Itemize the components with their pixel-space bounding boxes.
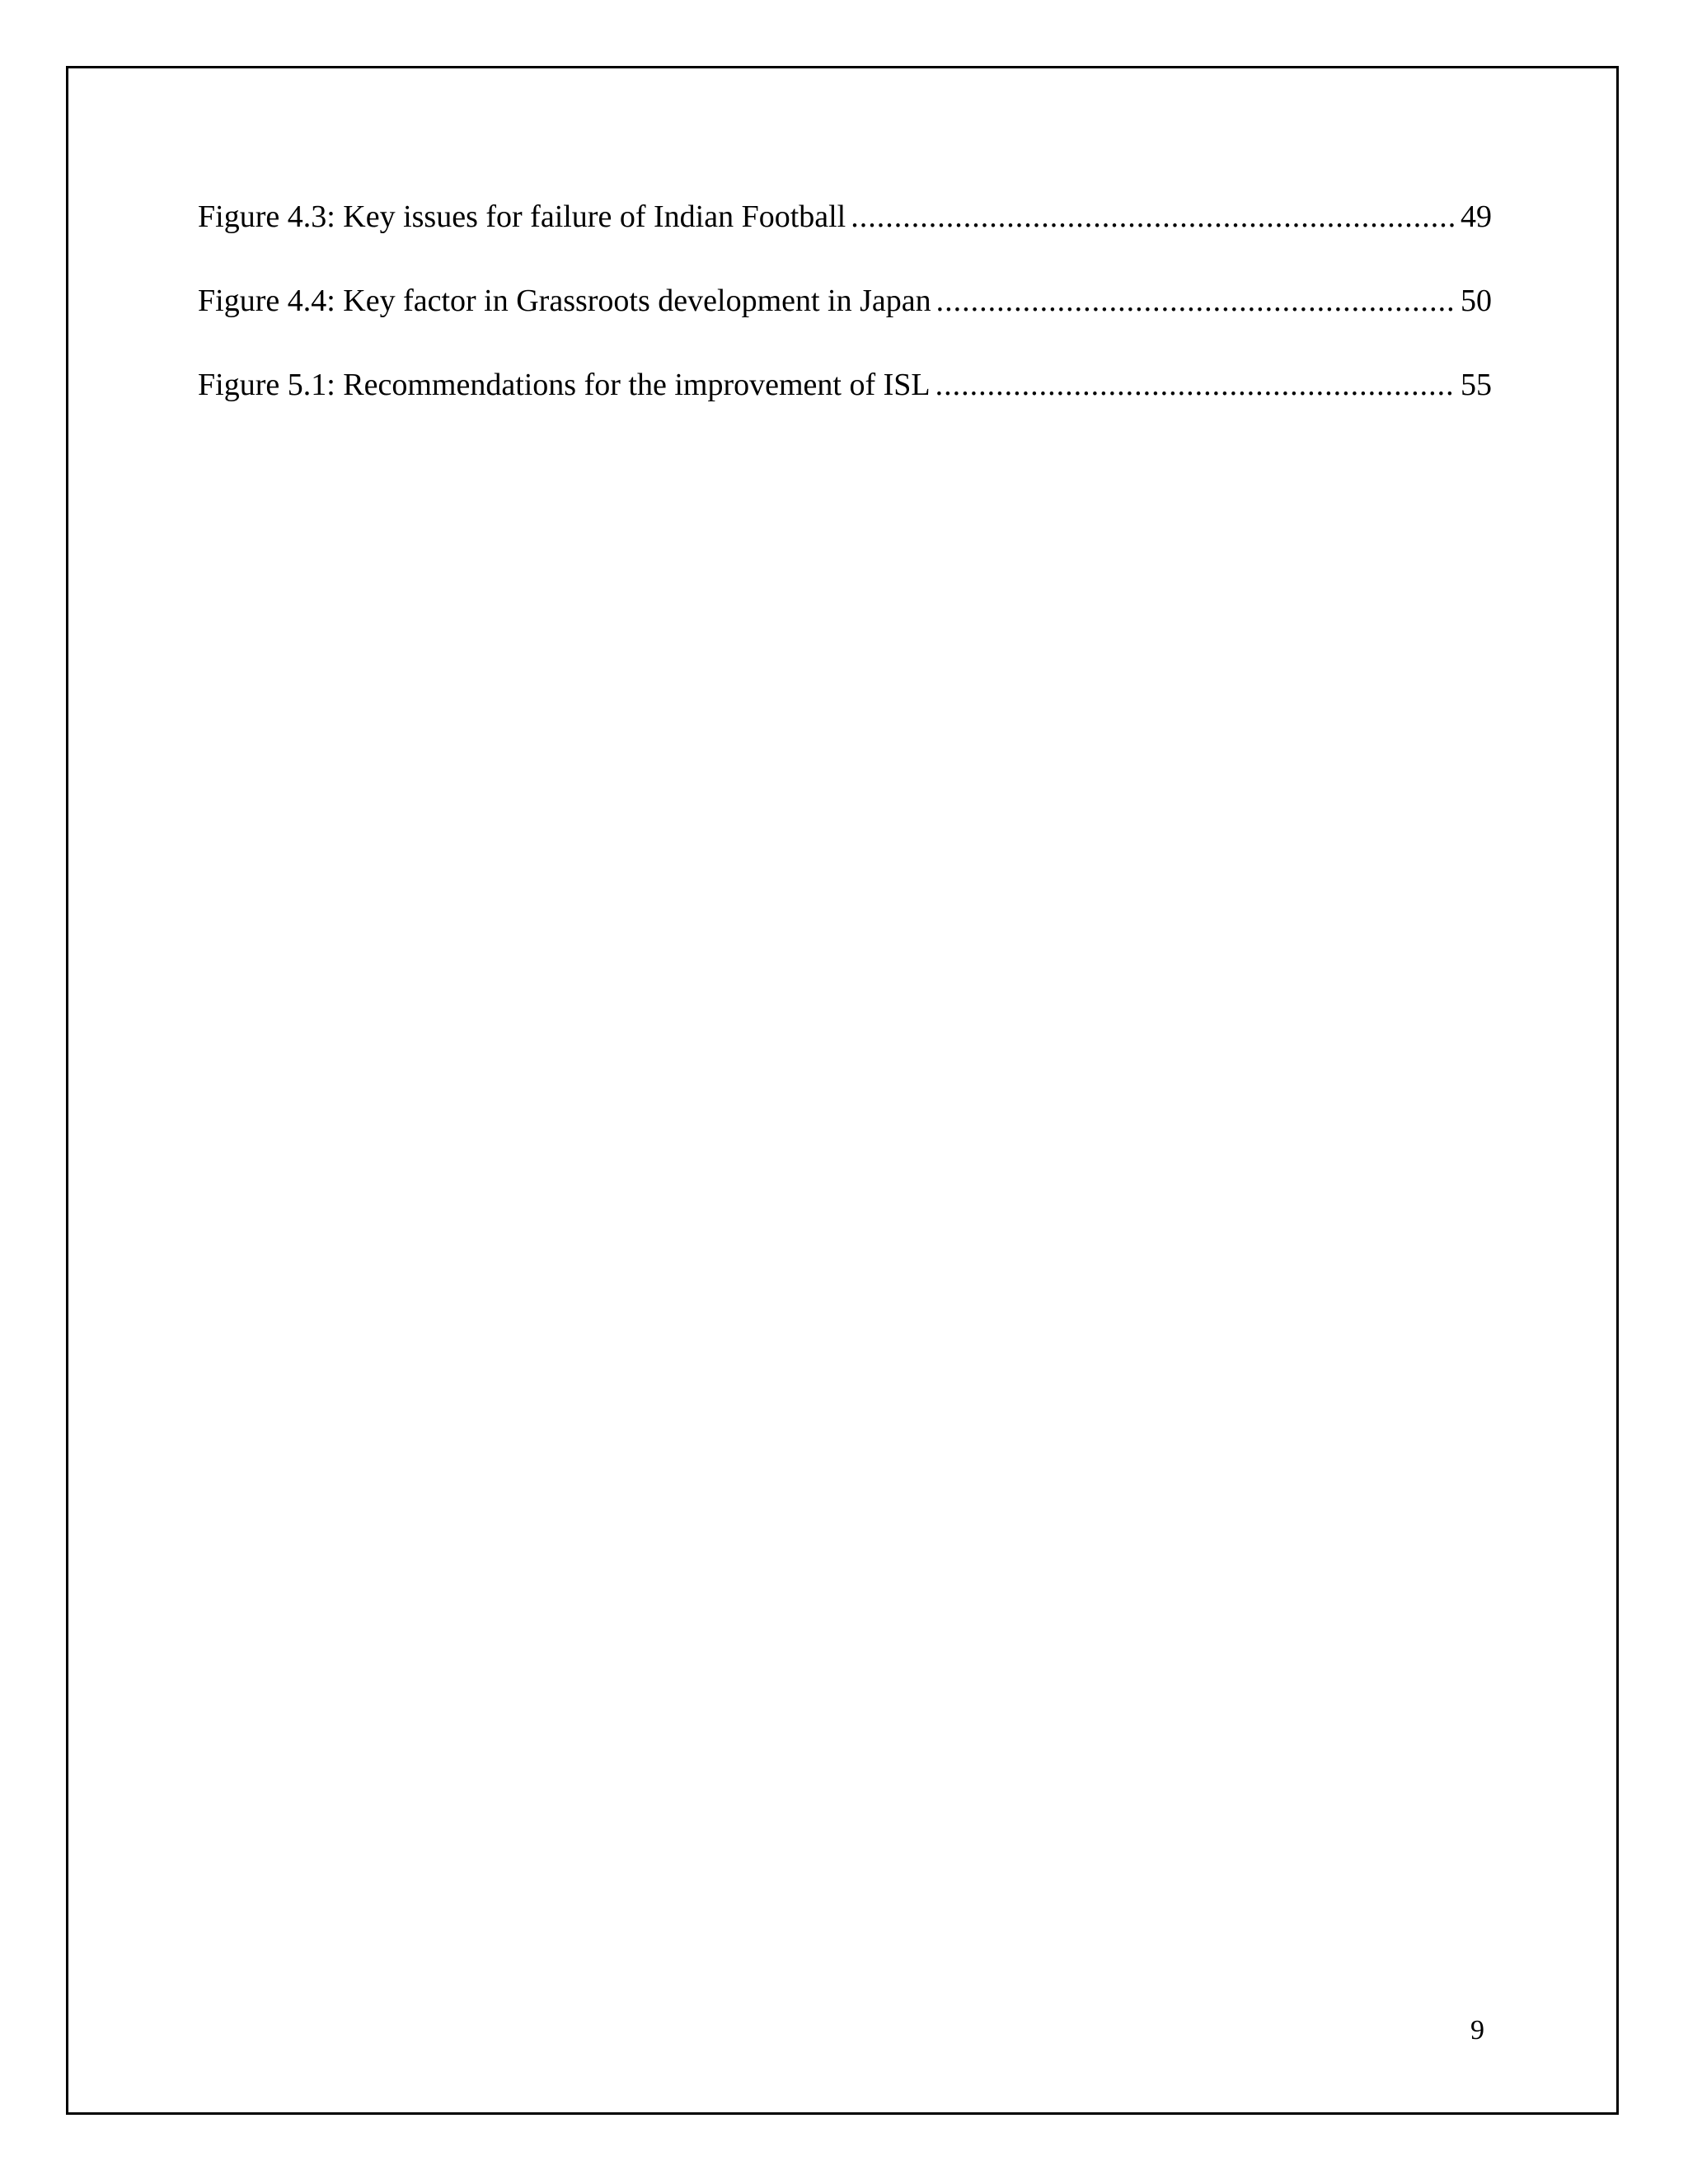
toc-entry-title: Figure 5.1: Recommendations for the improvement of ISL: [198, 368, 931, 402]
toc-entry-page: 50: [1461, 284, 1492, 318]
toc-entry: [198, 279, 1492, 363]
toc-entry: [198, 194, 1492, 279]
toc-entry-page: 55: [1461, 368, 1492, 402]
dot-leader: [851, 194, 1456, 239]
toc-entry-title: Figure 4.4: Key factor in Grassroots development in Japan: [198, 284, 931, 318]
toc-entry-page: 49: [1461, 199, 1492, 234]
toc-entry: [198, 363, 1492, 447]
list-of-figures: [198, 194, 1492, 447]
dot-leader: [936, 279, 1456, 323]
toc-entry-title: Figure 4.3: Key issues for failure of Indian Football: [198, 199, 846, 234]
page-number: 9: [1470, 2015, 1484, 2046]
dot-leader: [935, 363, 1456, 407]
